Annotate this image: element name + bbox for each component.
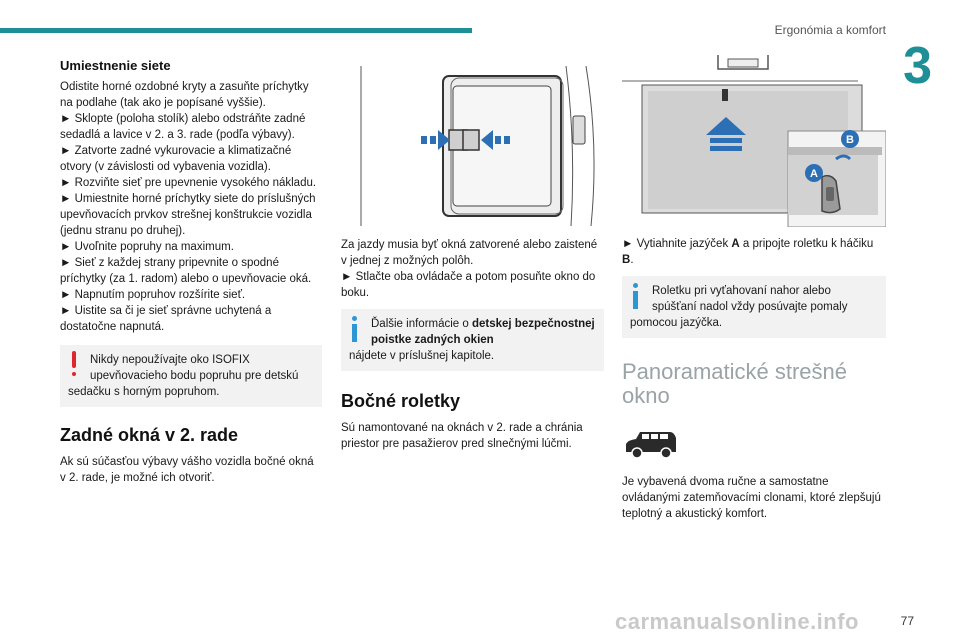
paragraph: Ak sú súčasťou výbavy vášho vozidla bočné okná v 2. rade, je možné ich otvoriť. [60, 456, 314, 484]
info-box: Ďalšie informácie o detskej bezpečnostnej poistke zadných okien nájdete v príslušnej kapitole. [341, 309, 604, 371]
chapter-number: 3 [903, 37, 932, 95]
rear-window-illustration [341, 66, 604, 226]
step-item: ► Sieť z každej strany pripevnite o spodné príchytky (za 1. radom) alebo o upevňovacie oká. [60, 257, 312, 285]
step-item: ► Zatvorte zadné vykurovacie a klimatizačné otvory (v závislosti od vybavenia vozidla). [60, 145, 292, 173]
paragraph: Je vybavená dvoma ručne a samostatne ovládanými zatemňovacími clonami, ktoré zlepšujú teplotný a akustický komfort. [622, 476, 881, 520]
column-middle [341, 66, 604, 452]
section-title: Ergonómia a komfort [774, 23, 886, 37]
vehicle-icon [622, 428, 682, 462]
step-item: ► Uistite sa či je sieť správne uchytená a dostatočne napnutá. [60, 305, 272, 333]
subheading-net-placement: Umiestnenie siete [60, 58, 171, 73]
section-heading-rear-windows: Zadné okná v 2. rade [60, 425, 239, 445]
svg-text:B: B [846, 134, 854, 146]
step-item: ► Rozviňte sieť pre upevnenie vysokého nákladu. [60, 177, 317, 189]
warning-icon [70, 351, 78, 377]
step-item: ► Umiestnite horné príchytky siete do príslušných upevňovacích prvkov strešnej konštrukcie vozidla (jednu stranu po druhej). [60, 193, 316, 237]
paragraph: Za jazdy musia byť okná zatvorené alebo zaistené v jednej z možných polôh. [341, 239, 598, 267]
column-right [622, 55, 886, 522]
watermark: carmanualsonline.info [615, 609, 859, 634]
section-heading-panoramic-roof: Panoramatické strešné okno [622, 359, 847, 408]
paragraph: Odistite horné ozdobné kryty a zasuňte príchytky na podlahe (tak ako je popísané vyššie). [60, 81, 309, 109]
svg-text:A: A [810, 168, 818, 180]
header-accent-bar [0, 28, 472, 33]
info-box: Roletku pri vyťahovaní nahor alebo spúšťaní nadol vždy posúvajte pomaly pomocou jazýčka. [622, 276, 886, 338]
info-icon [352, 316, 358, 342]
step-item: ► Vytiahnite jazýček A a pripojte roletku k háčiku B. [622, 238, 874, 266]
info-icon [633, 283, 639, 309]
step-item: ► Sklopte (poloha stolík) alebo odstráňte zadné sedadlá a lavice v 2. a 3. rade (podľa výbavy). [60, 113, 306, 141]
section-heading-side-blinds: Bočné roletky [341, 391, 461, 411]
paragraph: Sú namontované na oknách v 2. rade a chránia priestor pre pasažierov pred slnečnými lúčmi. [341, 422, 583, 450]
step-item: ► Uvoľnite popruhy na maximum. [60, 241, 234, 253]
page-number: 77 [900, 614, 914, 628]
side-blind-illustration [622, 55, 886, 227]
column-left [60, 58, 322, 486]
warning-box: Nikdy nepoužívajte oko ISOFIX upevňovacieho bodu popruhu pre detskú sedačku s horným popruhom. [60, 345, 322, 407]
step-item: ► Stlačte oba ovládače a potom posuňte okno do boku. [341, 271, 596, 299]
step-item: ► Napnutím popruhov rozšírite sieť. [60, 289, 246, 301]
